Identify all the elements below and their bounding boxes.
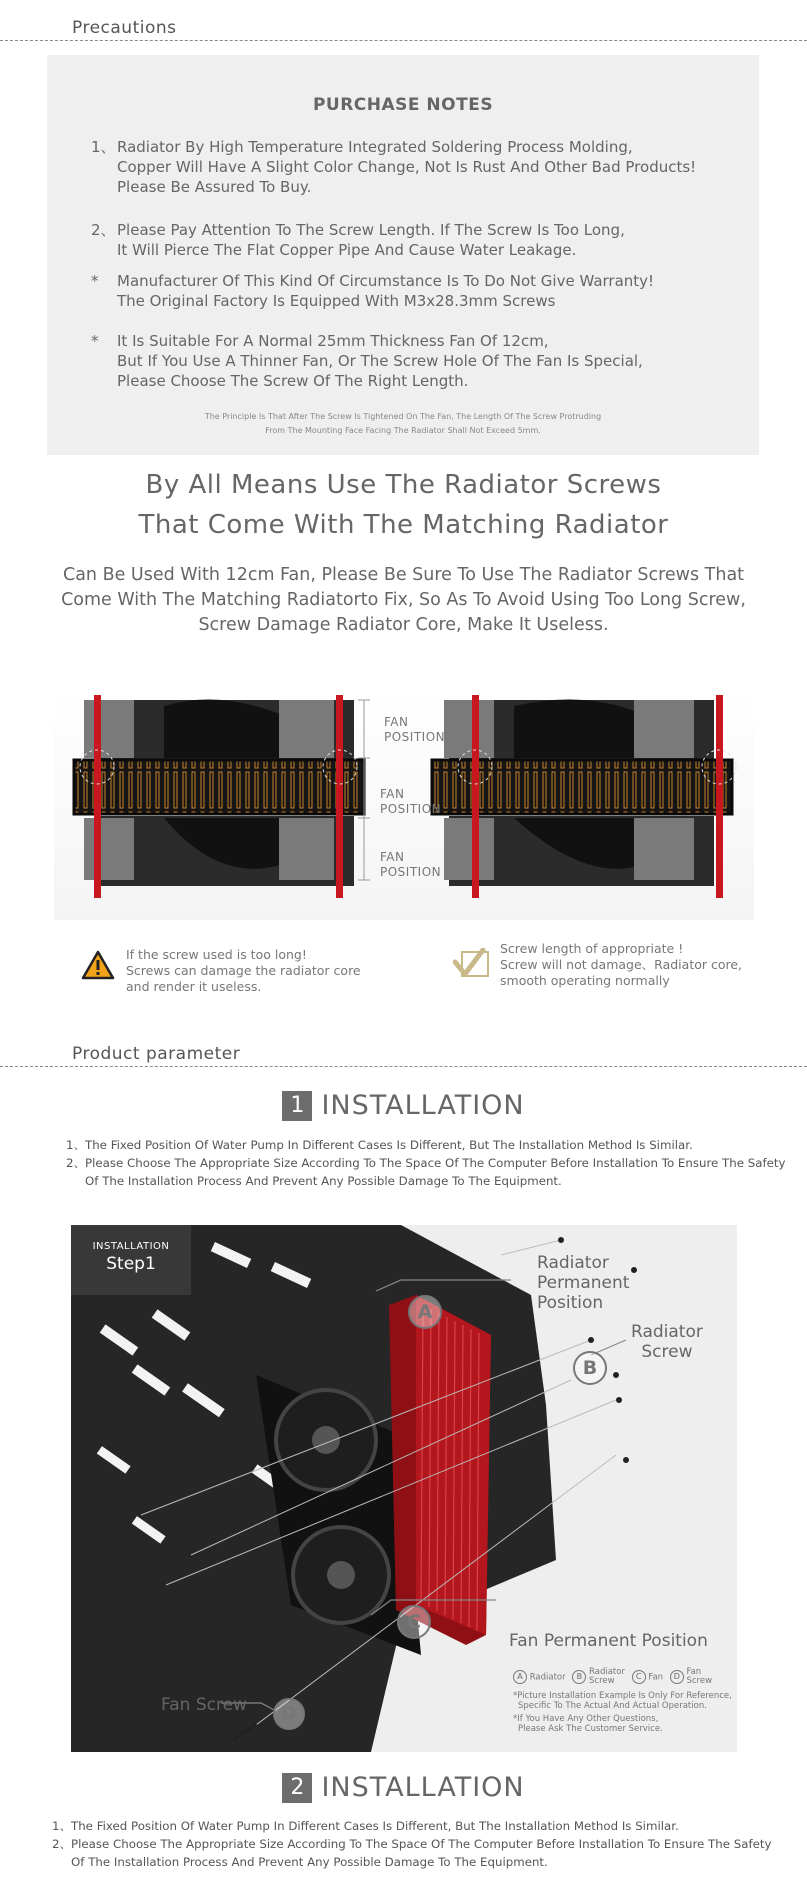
note-line: Please Pay Attention To The Screw Length. If The Screw Is Too Long, <box>117 221 625 239</box>
installation-word: INSTALLATION <box>321 1090 525 1121</box>
product-parameter-heading: Product parameter <box>72 1044 241 1064</box>
screw-length-diagram <box>54 690 754 920</box>
ok-line: Screw length of appropriate ! <box>500 941 684 956</box>
installation-word: INSTALLATION <box>321 1772 525 1803</box>
note-marker: * <box>91 272 99 290</box>
position-label: POSITION <box>384 730 446 744</box>
note-line: Please Choose The Screw Of The Right Length. <box>117 372 469 390</box>
note-item-3 <box>91 271 731 311</box>
item-text: The Fixed Position Of Water Pump In Different Cases Is Different, But The Installation Method Is Similar. <box>85 1138 693 1152</box>
list-item <box>66 1136 806 1154</box>
note-line: Please Be Assured To Buy. <box>117 178 312 196</box>
item-number: 2、 <box>66 1156 86 1170</box>
note-line: Copper Will Have A Slight Color Change, Not Is Rust And Other Bad Products! <box>117 158 697 176</box>
fan-label: FAN <box>384 715 409 729</box>
check-mark-icon <box>453 948 493 978</box>
legend-d-badge: D <box>670 1670 684 1684</box>
radiator-permanent-position-label <box>537 1253 629 1313</box>
legend-c-text: Fan <box>648 1672 664 1683</box>
legend-c-badge: C <box>632 1670 646 1684</box>
list-item <box>52 1835 792 1853</box>
note-marker: 2、 <box>91 221 116 239</box>
ok-line: Screw will not damage、Radiator core, <box>500 957 743 972</box>
position-label: POSITION <box>380 802 442 816</box>
callout-a-badge: A <box>408 1295 442 1329</box>
headline-line-2: That Come With The Matching Radiator <box>138 510 669 540</box>
too-long-warning-text <box>126 947 361 995</box>
legend-b-line: Radiator <box>589 1667 625 1677</box>
screw-ok-left <box>472 695 479 898</box>
fan-position-label-middle <box>380 787 441 817</box>
warning-line: and render it useless. <box>126 979 262 994</box>
note-line: The Original Factory Is Equipped With M3x28.3mm Screws <box>117 292 556 310</box>
purchase-notes-footnote <box>47 410 759 438</box>
list-item <box>66 1154 806 1172</box>
purchase-notes-panel <box>47 55 759 455</box>
installation-number: 1 <box>282 1091 312 1121</box>
item-text: Please Choose The Appropriate Size According To The Space Of The Computer Before Installation To Ensure The Safety <box>85 1156 786 1170</box>
note-line: It Will Pierce The Flat Copper Pipe And Cause Water Leakage. <box>117 241 577 259</box>
screw-long-right <box>336 695 343 898</box>
warning-triangle-icon <box>81 950 115 980</box>
ok-line: smooth operating normally <box>500 973 670 988</box>
note-marker: * <box>91 332 99 350</box>
note-item-2 <box>91 220 731 260</box>
disclaimer-line: *If You Have Any Other Questions, <box>513 1714 659 1724</box>
disclaimer-line: Specific To The Actual And Actual Operation. <box>518 1701 707 1711</box>
legend-a-text: Radiator <box>529 1672 566 1683</box>
fan-position-label-bottom <box>380 850 441 880</box>
precautions-header <box>0 0 807 41</box>
note-line: But If You Use A Thinner Fan, Or The Screw Hole Of The Fan Is Special, <box>117 352 643 370</box>
label-line: Permanent <box>537 1273 630 1293</box>
purchase-notes-title: PURCHASE NOTES <box>312 95 494 115</box>
fan-position-label-top <box>384 715 445 745</box>
step-tag: INSTALLATION <box>92 1241 170 1252</box>
warning-line: Screws can damage the radiator core <box>126 963 361 978</box>
radiator-screw-label <box>631 1322 703 1362</box>
fan-screw-label: Fan Screw <box>161 1695 247 1715</box>
legend-d-text <box>686 1668 712 1686</box>
callout-legend <box>513 1668 712 1686</box>
headline-sub-1: Can Be Used With 12cm Fan, Please Be Sure To Use The Radiator Screws That <box>62 565 745 585</box>
note-line: Radiator By High Temperature Integrated Soldering Process Molding, <box>117 138 633 156</box>
precautions-heading: Precautions <box>72 18 177 38</box>
item-number: 2、 <box>52 1837 72 1851</box>
note-item-4 <box>91 331 731 391</box>
installation-2-heading <box>0 1772 807 1808</box>
headline-sub-3: Screw Damage Radiator Core, Make It Useless. <box>198 615 609 635</box>
list-item-continuation: Of The Installation Process And Prevent Any Possible Damage To The Equipment. <box>71 1855 548 1869</box>
step-number: Step1 <box>106 1254 156 1274</box>
legend-b-line: Screw <box>589 1676 615 1686</box>
note-line: It Is Suitable For A Normal 25mm Thickness Fan Of 12cm, <box>117 332 549 350</box>
item-number: 1、 <box>52 1819 72 1833</box>
legend-b-text <box>589 1668 625 1686</box>
fan-label: FAN <box>380 787 405 801</box>
installation-2-list <box>52 1817 792 1871</box>
legend-b-badge: B <box>572 1670 586 1684</box>
callout-b-badge: B <box>573 1351 607 1385</box>
step1-illustration-panel <box>71 1225 737 1752</box>
fan-permanent-position-label: Fan Permanent Position <box>509 1631 708 1651</box>
installation-1-list <box>66 1136 806 1190</box>
headline-line-1: By All Means Use The Radiator Screws <box>145 470 662 500</box>
item-number: 1、 <box>66 1138 86 1152</box>
callout-c-badge: C <box>397 1605 431 1639</box>
position-label: POSITION <box>380 865 442 879</box>
note-item-1 <box>91 137 731 197</box>
disclaimer-line: Please Ask The Customer Service. <box>518 1724 663 1734</box>
step-badge <box>71 1225 191 1295</box>
item-text: Please Choose The Appropriate Size According To The Space Of The Computer Before Installation To Ensure The Safety <box>71 1837 772 1851</box>
footnote-line: From The Mounting Face Facing The Radiator Shall Not Exceed 5mm. <box>265 426 541 435</box>
radiator-illustration <box>389 1295 491 1645</box>
legend-a-badge: A <box>513 1670 527 1684</box>
installation-number: 2 <box>282 1773 312 1803</box>
appropriate-length-text <box>500 941 742 989</box>
installation-1-heading <box>0 1090 807 1126</box>
label-line: Radiator <box>631 1322 703 1342</box>
label-line: Position <box>537 1293 604 1313</box>
list-item-continuation: Of The Installation Process And Prevent Any Possible Damage To The Equipment. <box>85 1174 562 1188</box>
warning-line: If the screw used is too long! <box>126 947 307 962</box>
list-item <box>52 1817 792 1835</box>
headline-sub-2: Come With The Matching Radiatorto Fix, So As To Avoid Using Too Long Screw, <box>61 590 746 610</box>
disclaimer-line: *Picture Installation Example Is Only For Reference, <box>513 1691 732 1701</box>
item-text: The Fixed Position Of Water Pump In Different Cases Is Different, But The Installation Method Is Similar. <box>71 1819 679 1833</box>
screw-ok-right <box>716 695 723 898</box>
left-assembly <box>74 695 364 898</box>
callout-d-badge: D <box>273 1698 305 1730</box>
right-assembly <box>432 695 736 898</box>
note-marker: 1、 <box>91 138 116 156</box>
product-parameter-header <box>0 1026 807 1067</box>
footnote-line: The Principle Is That After The Screw Is Tightened On The Fan, The Length Of The Screw Protruding <box>204 412 602 421</box>
picture-disclaimer <box>513 1691 732 1734</box>
screw-long-left <box>94 695 101 898</box>
label-line: Screw <box>641 1342 693 1362</box>
label-line: Radiator <box>537 1253 609 1273</box>
note-line: Manufacturer Of This Kind Of Circumstance Is To Do Not Give Warranty! <box>117 272 655 290</box>
legend-d-line: Screw <box>686 1676 713 1686</box>
legend-d-line: Fan <box>686 1667 702 1677</box>
fan-label: FAN <box>380 850 405 864</box>
